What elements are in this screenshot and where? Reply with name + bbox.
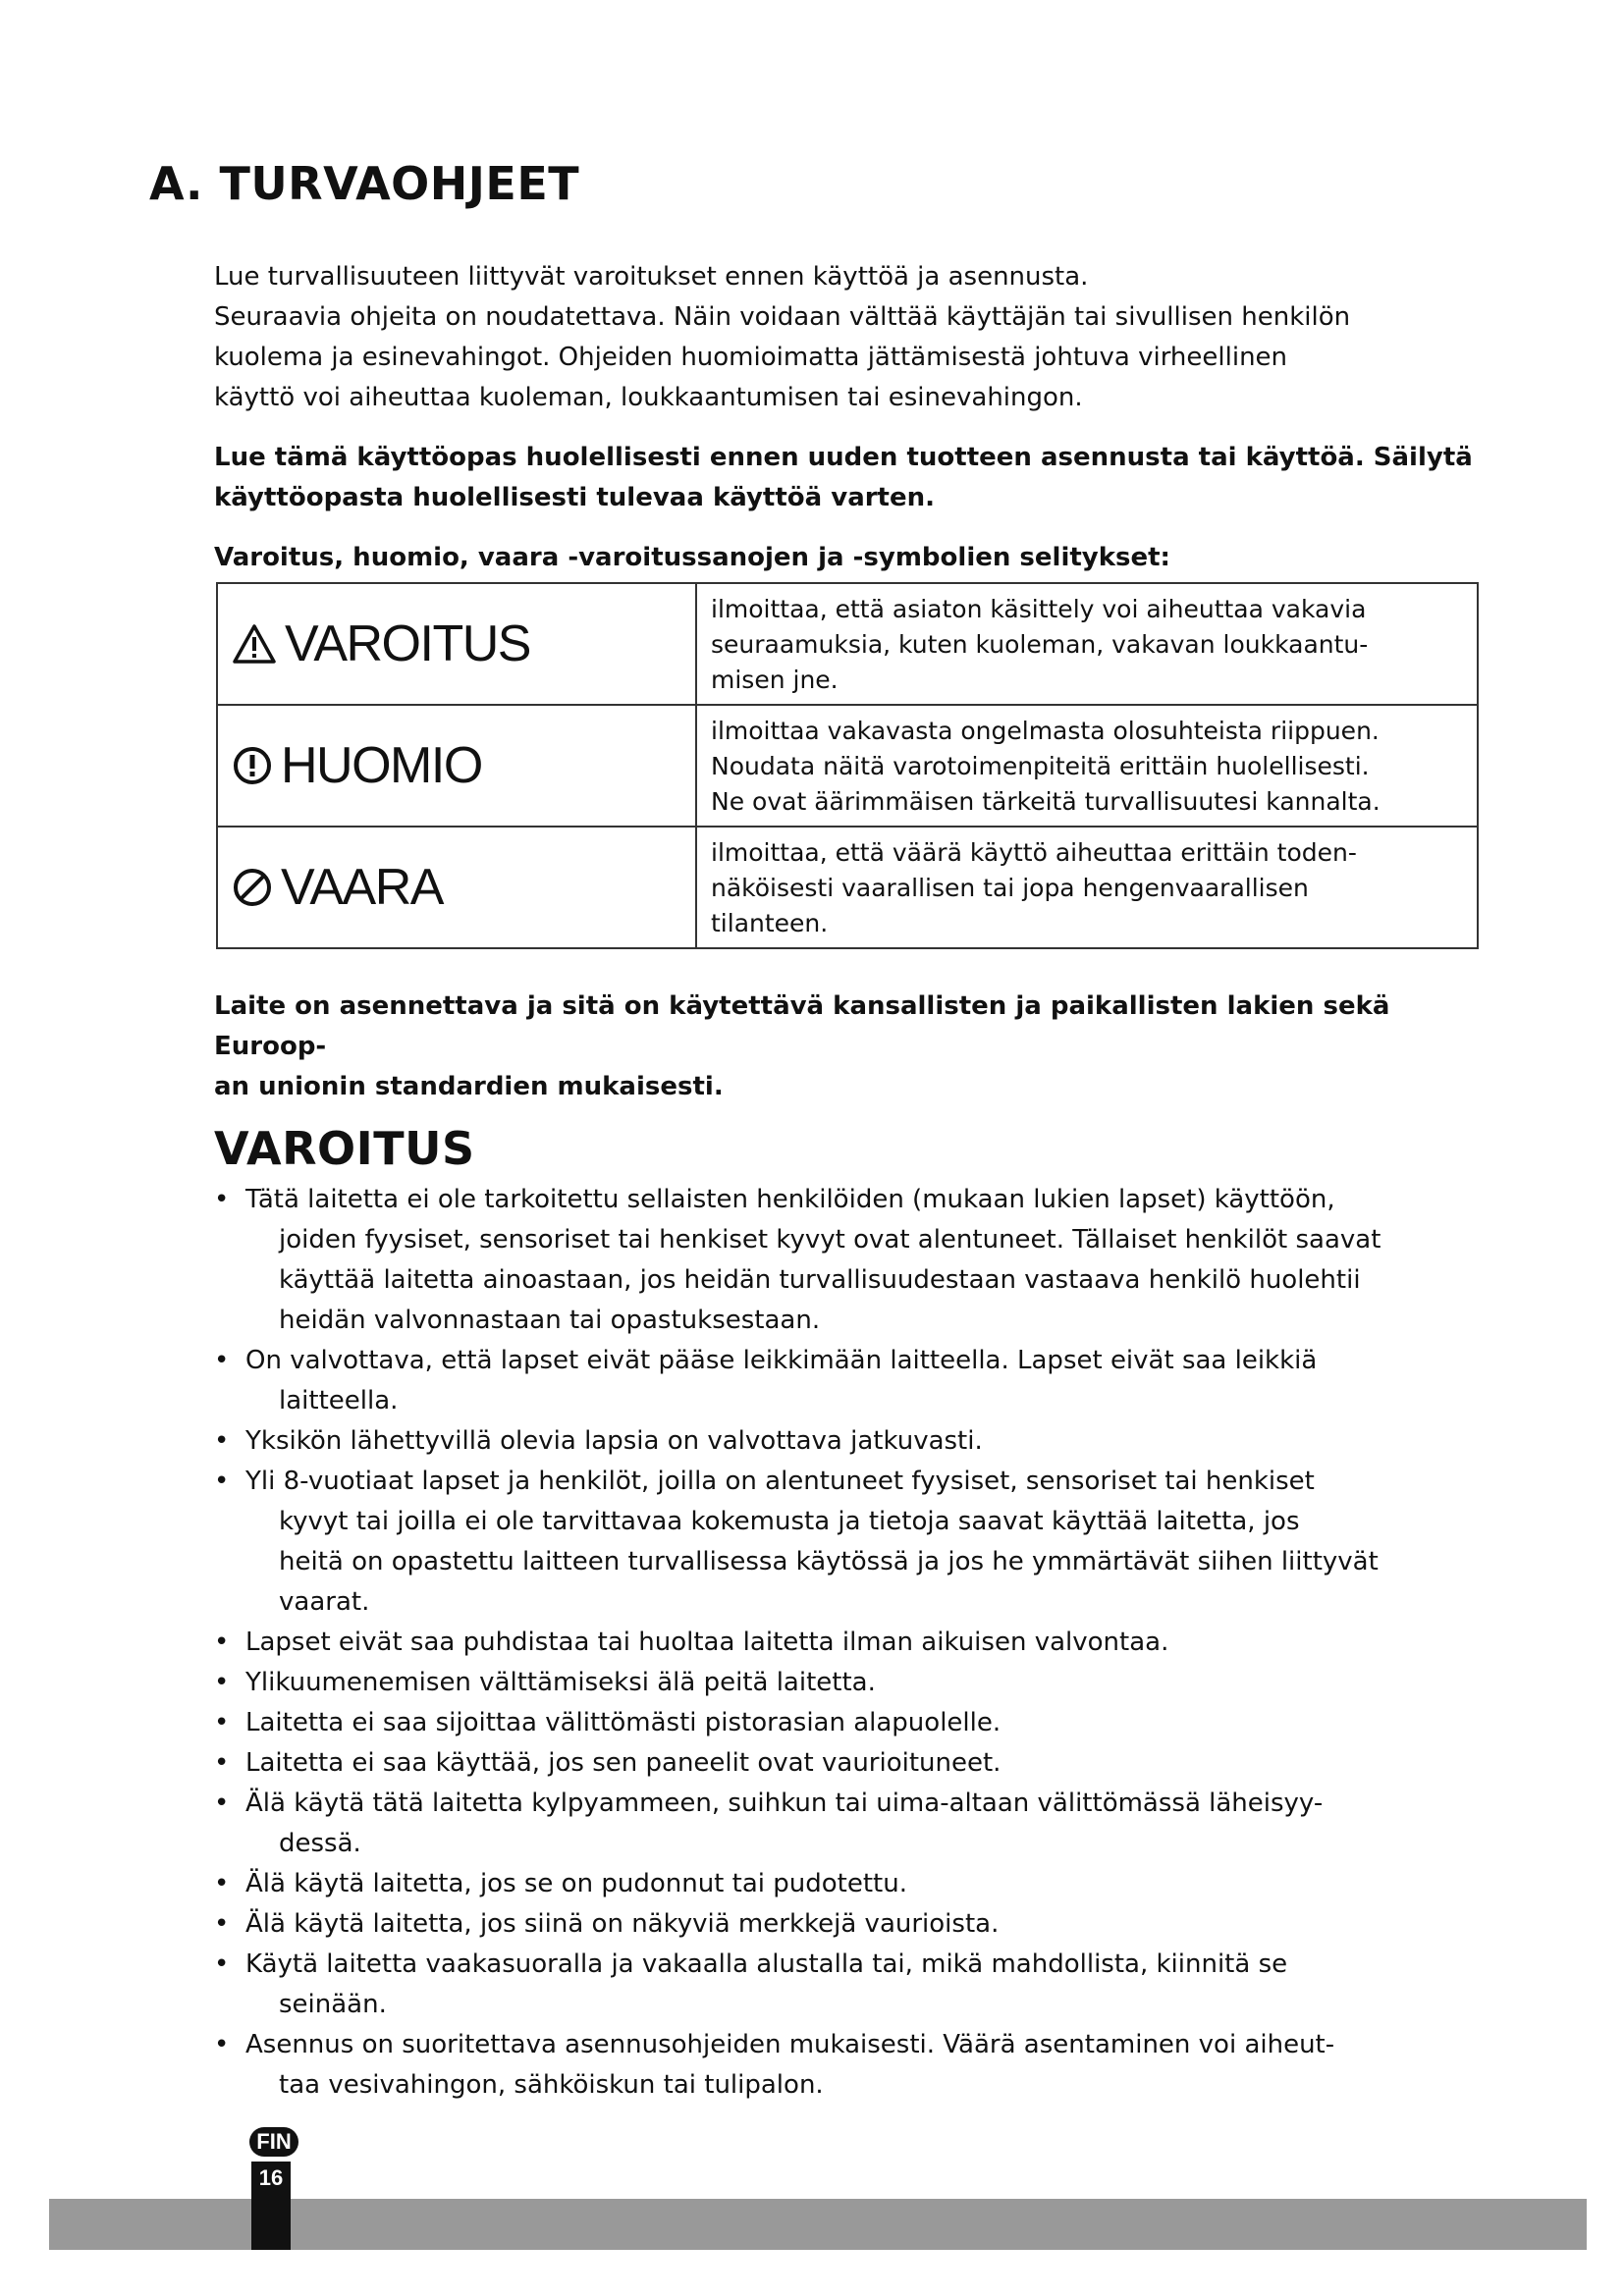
warning-line: käyttää laitetta ainoastaan, jos heidän turvallisuudestaan vastaava henkilö huolehtii (279, 1265, 1361, 1295)
symbol-legend-table (216, 582, 1479, 949)
warning-line: Ylikuumenemisen välttämiseksi älä peitä laitetta. (245, 1668, 876, 1697)
warning-line: Tätä laitetta ei ole tarkoitettu sellaisten henkilöiden (mukaan lukien lapset) käyttöön, (245, 1185, 1335, 1214)
warning-line: Älä käytä tätä laitetta kylpyammeen, suihkun tai uima-altaan välittömässä läheisyy- (245, 1789, 1324, 1818)
description-line: näköisesti vaarallisen tai jopa hengenvaarallisen (711, 874, 1309, 902)
warning-item (214, 1421, 1490, 1462)
warning-line: Älä käytä laitetta, jos siinä on näkyviä merkkejä vaurioista. (245, 1909, 1000, 1939)
notice-line: käyttöopasta huolellisesti tulevaa käyttöä varten. (214, 483, 936, 512)
description-line: Ne ovat äärimmäisen tärkeitä turvallisuutesi kannalta. (711, 787, 1380, 816)
warning-heading: VAROITUS (214, 1122, 475, 1175)
warning-line: Älä käytä laitetta, jos se on pudonnut tai pudotettu. (245, 1869, 907, 1898)
warning-item (214, 2025, 1490, 2106)
symbol-cell (217, 583, 696, 705)
description-line: tilanteen. (711, 909, 829, 937)
intro-line: Lue turvallisuuteen liittyvät varoitukset ennen käyttöä ja asennusta. (214, 262, 1089, 292)
legend-heading: Varoitus, huomio, vaara -varoitussanojen ja -symbolien selitykset: (214, 543, 1170, 572)
warning-line: seinään. (279, 1990, 387, 2019)
symbol-description (696, 583, 1478, 705)
warning-line: Yli 8-vuotiaat lapset ja henkilöt, joilla on alentuneet fyysiset, sensoriset tai henkiset (245, 1467, 1315, 1496)
intro-line: kuolema ja esinevahingot. Ohjeiden huomioimatta jättämisestä johtuva virheellinen (214, 343, 1288, 372)
page-title: A. TURVAOHJEET (149, 157, 580, 210)
symbol-row-vaara (217, 827, 1478, 948)
exclamation-circle-icon (232, 745, 273, 786)
law-line: an unionin standardien mukaisesti. (214, 1072, 724, 1101)
intro-line: Seuraavia ohjeita on noudatettava. Näin voidaan välttää käyttäjän tai sivullisen henkilön (214, 302, 1351, 332)
symbol-label: HUOMIO (281, 737, 482, 794)
warning-line: taa vesivahingon, sähköiskun tai tulipalon. (279, 2070, 824, 2100)
notice-line: Lue tämä käyttöopas huolellisesti ennen uuden tuotteen asennusta tai käyttöä. Säilytä (214, 443, 1473, 472)
warning-line: On valvottava, että lapset eivät pääse leikkimään laitteella. Lapset eivät saa leikkiä (245, 1346, 1318, 1375)
warning-item (214, 1743, 1490, 1784)
warning-item (214, 1904, 1490, 1945)
warning-line: dessä. (279, 1829, 361, 1858)
law-line: Laite on asennettava ja sitä on käytettävä kansallisten ja paikallisten lakien sekä Euroop- (214, 991, 1390, 1061)
symbol-row-huomio (217, 705, 1478, 827)
description-line: ilmoittaa vakavasta ongelmasta olosuhteista riippuen. (711, 717, 1380, 745)
warning-line: Laitetta ei saa sijoittaa välittömästi pistorasian alapuolelle. (245, 1708, 1001, 1737)
warning-line: Yksikön lähettyvillä olevia lapsia on valvottava jatkuvasti. (245, 1426, 983, 1456)
warning-item (214, 1784, 1490, 1864)
intro-paragraph (214, 257, 1481, 418)
warning-list (214, 1180, 1490, 2106)
warning-line: laitteella. (279, 1386, 399, 1415)
warning-item (214, 1703, 1490, 1743)
warning-line: Laitetta ei saa käyttää, jos sen paneelit ovat vaurioituneet. (245, 1748, 1001, 1778)
warning-item (214, 1462, 1490, 1623)
page-number: 16 (258, 2165, 284, 2190)
warning-item (214, 1623, 1490, 1663)
symbol-cell (217, 827, 696, 948)
symbol-description (696, 705, 1478, 827)
prohibition-icon (232, 867, 273, 908)
law-notice (214, 987, 1481, 1107)
description-line: Noudata näitä varotoimenpiteitä erittäin huolellisesti. (711, 752, 1370, 780)
warning-line: kyvyt tai joilla ei ole tarvittavaa kokemusta ja tietoja saavat käyttää laitetta, jos (279, 1507, 1300, 1536)
warning-line: Lapset eivät saa puhdistaa tai huoltaa laitetta ilman aikuisen valvontaa. (245, 1628, 1169, 1657)
symbol-description (696, 827, 1478, 948)
warning-line: heidän valvonnastaan tai opastuksestaan. (279, 1306, 821, 1335)
intro-line: käyttö voi aiheuttaa kuoleman, loukkaantumisen tai esinevahingon. (214, 383, 1083, 412)
warning-item (214, 1864, 1490, 1904)
warning-line: vaarat. (279, 1587, 370, 1617)
warning-item (214, 1341, 1490, 1421)
symbol-label: VAROITUS (285, 615, 530, 672)
manual-notice (214, 438, 1481, 518)
symbol-label: VAARA (281, 859, 443, 916)
page-number-tab (251, 2162, 291, 2250)
warning-item (214, 1945, 1490, 2025)
warning-line: Käytä laitetta vaakasuoralla ja vakaalla alustalla tai, mikä mahdollista, kiinnitä se (245, 1949, 1288, 1979)
symbol-cell (217, 705, 696, 827)
warning-item (214, 1180, 1490, 1341)
warning-line: heitä on opastettu laitteen turvallisessa käytössä ja jos he ymmärtävät siihen liittyvät (279, 1547, 1379, 1576)
description-line: seuraamuksia, kuten kuoleman, vakavan loukkaantu- (711, 630, 1369, 659)
warning-line: Asennus on suoritettava asennusohjeiden mukaisesti. Väärä asentaminen voi aiheut- (245, 2030, 1335, 2059)
description-line: ilmoittaa, että asiaton käsittely voi aiheuttaa vakavia (711, 595, 1367, 623)
warning-line: joiden fyysiset, sensoriset tai henkiset kyvyt ovat alentuneet. Tällaiset henkilöt saavat (279, 1225, 1381, 1255)
language-badge: FIN (249, 2127, 298, 2157)
description-line: misen jne. (711, 666, 839, 694)
warning-triangle-icon (232, 623, 277, 665)
warning-item (214, 1663, 1490, 1703)
symbol-row-varoitus (217, 583, 1478, 705)
content (214, 257, 1481, 2106)
description-line: ilmoittaa, että väärä käyttö aiheuttaa erittäin toden- (711, 838, 1357, 867)
